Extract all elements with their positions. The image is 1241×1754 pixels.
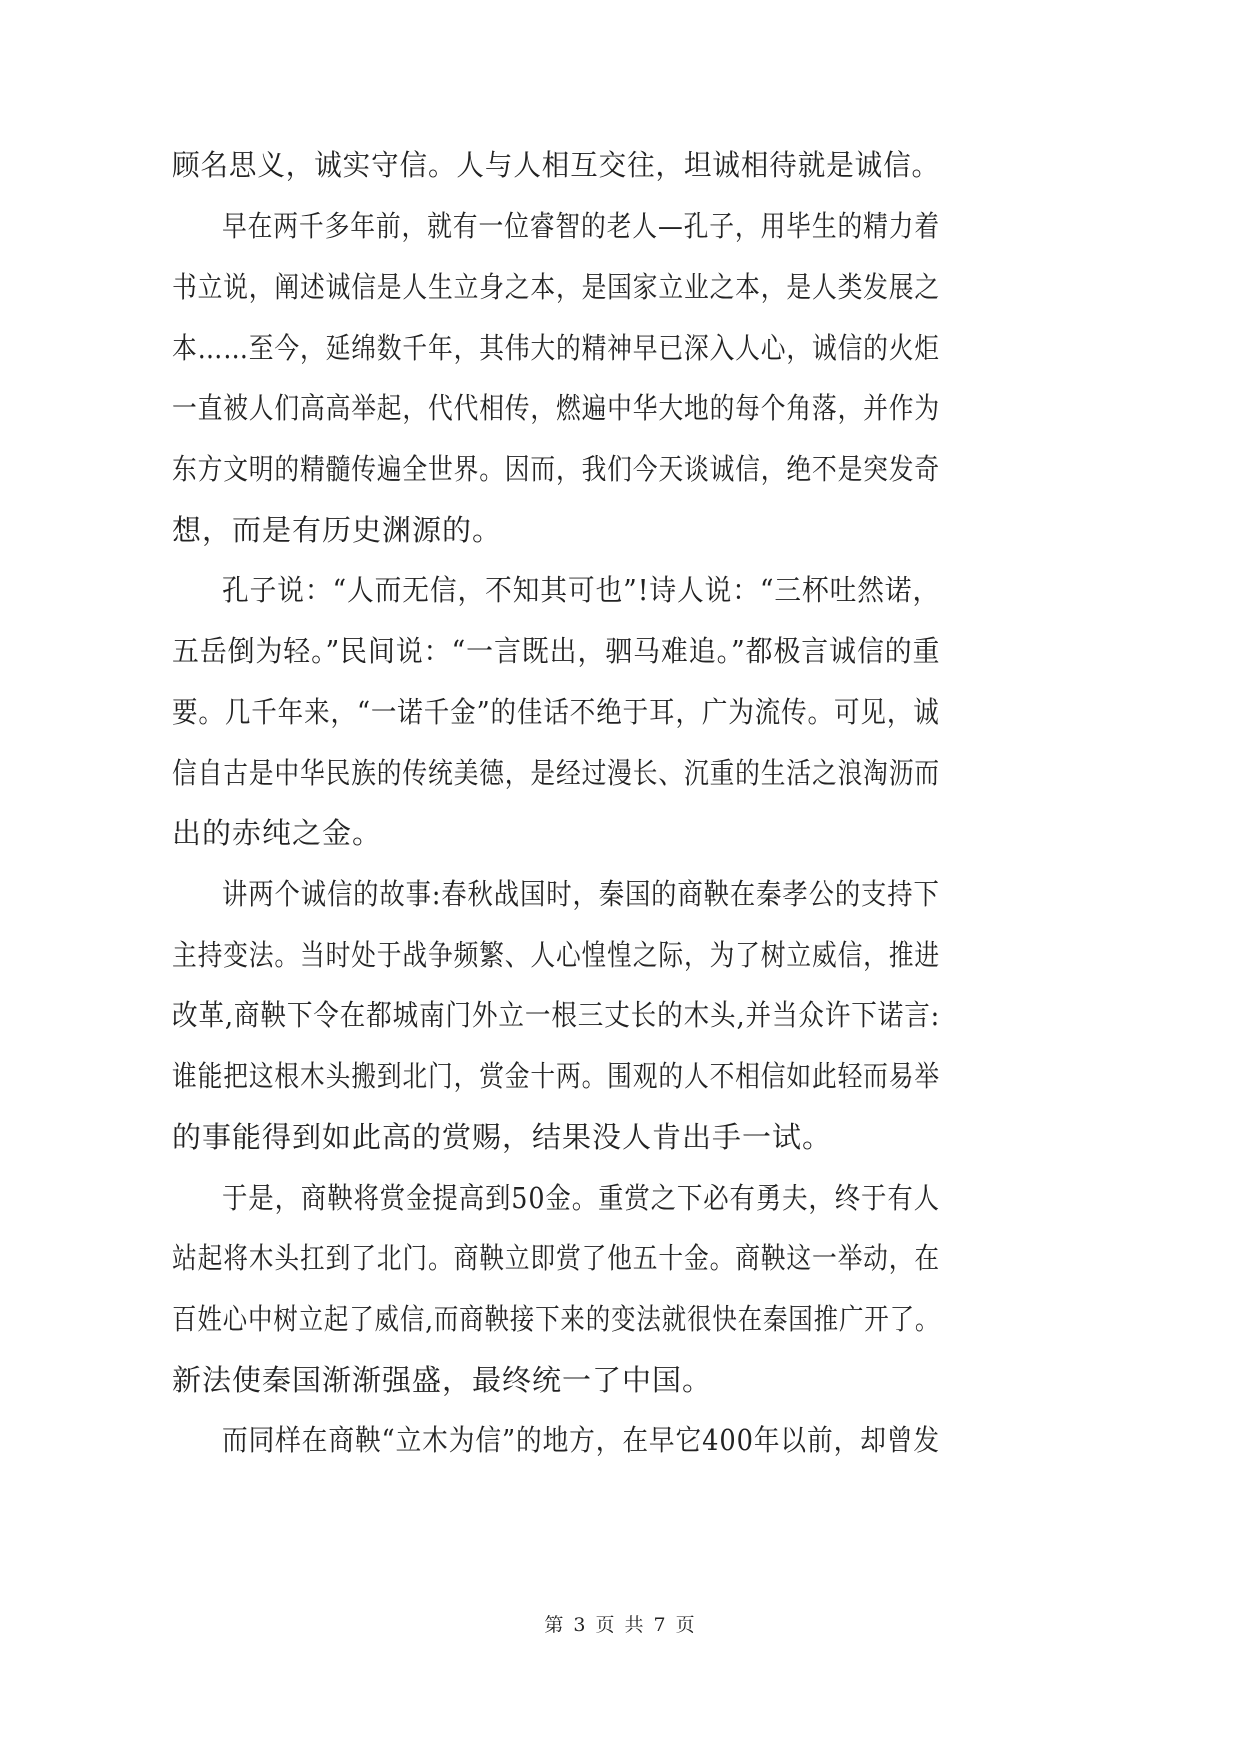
page-footer [0, 1613, 1241, 1637]
text-line: 谁能把这根木头搬到北门，赏金十两。围观的人不相信如此轻而易举 [172, 1059, 940, 1093]
text-line: 书立说，阐述诚信是人生立身之本，是国家立业之本，是人类发展之 [172, 270, 940, 304]
text-line: 五岳倒为轻。”民间说：“一言既出，驷马难追。”都极言诚信的重 [172, 634, 941, 668]
text-line: 早在两千多年前，就有一位睿智的老人—孔子，用毕生的精力着 [222, 209, 941, 243]
text-line: 顾名思义，诚实守信。人与人相互交往，坦诚相待就是诚信。 [172, 148, 940, 182]
text-line: 信自古是中华民族的传统美德，是经过漫长、沉重的生活之浪淘沥而 [172, 756, 940, 790]
text-line: 新法使秦国渐渐强盛，最终统一了中国。 [172, 1363, 713, 1397]
text-line: 而同样在商鞅“立木为信”的地方，在早它400年以前，却曾发 [222, 1423, 940, 1457]
text-line: 本……至今，延绵数千年，其伟大的精神早已深入人心，诚信的火炬 [172, 331, 940, 365]
text-line: 主持变法。当时处于战争频繁、人心惶惶之际，为了树立威信，推进 [172, 938, 940, 972]
text-line: 百姓心中树立起了威信,而商鞅接下来的变法就很快在秦国推广开了。 [172, 1302, 941, 1336]
text-line: 的事能得到如此高的赏赐，结果没人肯出手一试。 [172, 1120, 833, 1154]
text-line: 一直被人们高高举起，代代相传，燃遍中华大地的每个角落，并作为 [172, 391, 940, 425]
text-line: 出的赤纯之金。 [172, 816, 383, 850]
text-line: 改革,商鞅下令在都城南门外立一根三丈长的木头,并当众许下诺言: [172, 998, 941, 1032]
text-line: 讲两个诚信的故事:春秋战国时，秦国的商鞅在秦孝公的支持下 [222, 877, 940, 911]
page-number: 第 3 页 共 7 页 [544, 1614, 697, 1636]
text-line: 站起将木头扛到了北门。商鞅立即赏了他五十金。商鞅这一举动，在 [172, 1241, 940, 1275]
text-line: 要。几千年来，“一诺千金”的佳话不绝于耳，广为流传。可见，诚 [172, 695, 940, 729]
text-line: 于是，商鞅将赏金提高到50金。重赏之下必有勇夫，终于有人 [222, 1181, 940, 1215]
text-line: 东方文明的精髓传遍全世界。因而，我们今天谈诚信，绝不是突发奇 [172, 452, 940, 486]
text-line: 孔子说：“人而无信，不知其可也”!诗人说：“三杯吐然诺， [222, 573, 941, 607]
text-line: 想，而是有历史渊源的。 [172, 513, 503, 547]
